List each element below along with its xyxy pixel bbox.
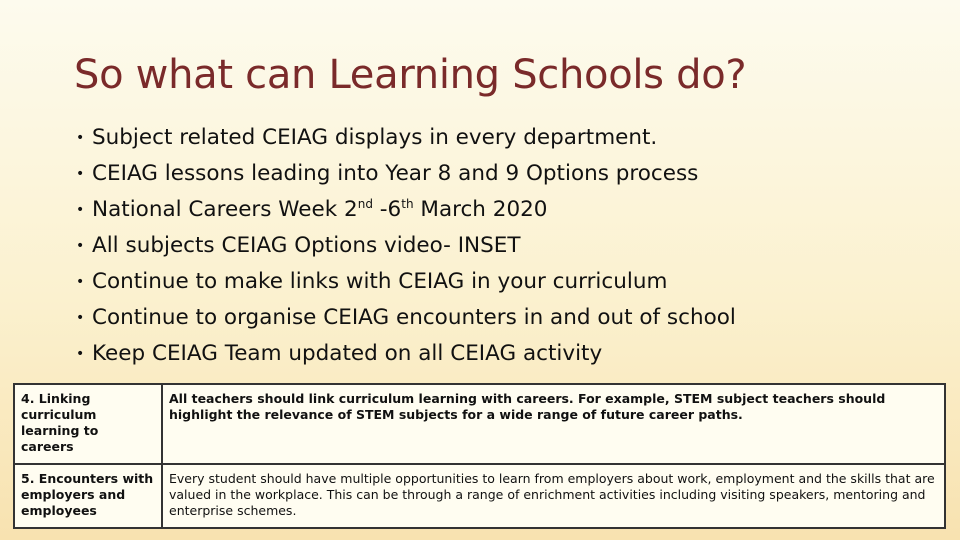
benchmark-table [13, 383, 946, 529]
bullet-icon: • [76, 274, 85, 290]
slide-title: So what can Learning Schools do? [74, 52, 747, 98]
bullet-item: • CEIAG lessons leading into Year 8 and 9 Options process [76, 156, 946, 192]
bullet-item: • Continue to organise CEIAG encounters in and out of school [76, 300, 946, 336]
bullet-item: • National Careers Week 2nd -6th March 2020 [76, 192, 946, 228]
bullet-icon: • [76, 130, 85, 146]
row-description: Every student should have multiple opportunities to learn from employers about work, employment and the skills that are valued in the workplace. This can be through a range of enrichment activities including visiting speakers, mentoring and enterprise schemes. [162, 464, 945, 528]
bullet-icon: • [76, 166, 85, 182]
bullet-icon: • [76, 202, 85, 218]
row-label: 5. Encounters with employers and employees [14, 464, 162, 528]
bullet-item: • All subjects CEIAG Options video- INSET [76, 228, 946, 264]
bullet-item: • Continue to make links with CEIAG in your curriculum [76, 264, 946, 300]
row-description: All teachers should link curriculum learning with careers. For example, STEM subject teachers should highlight the relevance of STEM subjects for a wide range of future career paths. [162, 384, 945, 464]
bullet-item: • Keep CEIAG Team updated on all CEIAG activity [76, 336, 946, 372]
table-row [14, 384, 945, 464]
bullet-icon: • [76, 310, 85, 326]
bullet-list [76, 120, 946, 372]
bullet-icon: • [76, 346, 85, 362]
bullet-icon: • [76, 238, 85, 254]
row-label: 4. Linking curriculum learning to careers [14, 384, 162, 464]
table-row [14, 464, 945, 528]
bullet-item: • Subject related CEIAG displays in every department. [76, 120, 946, 156]
